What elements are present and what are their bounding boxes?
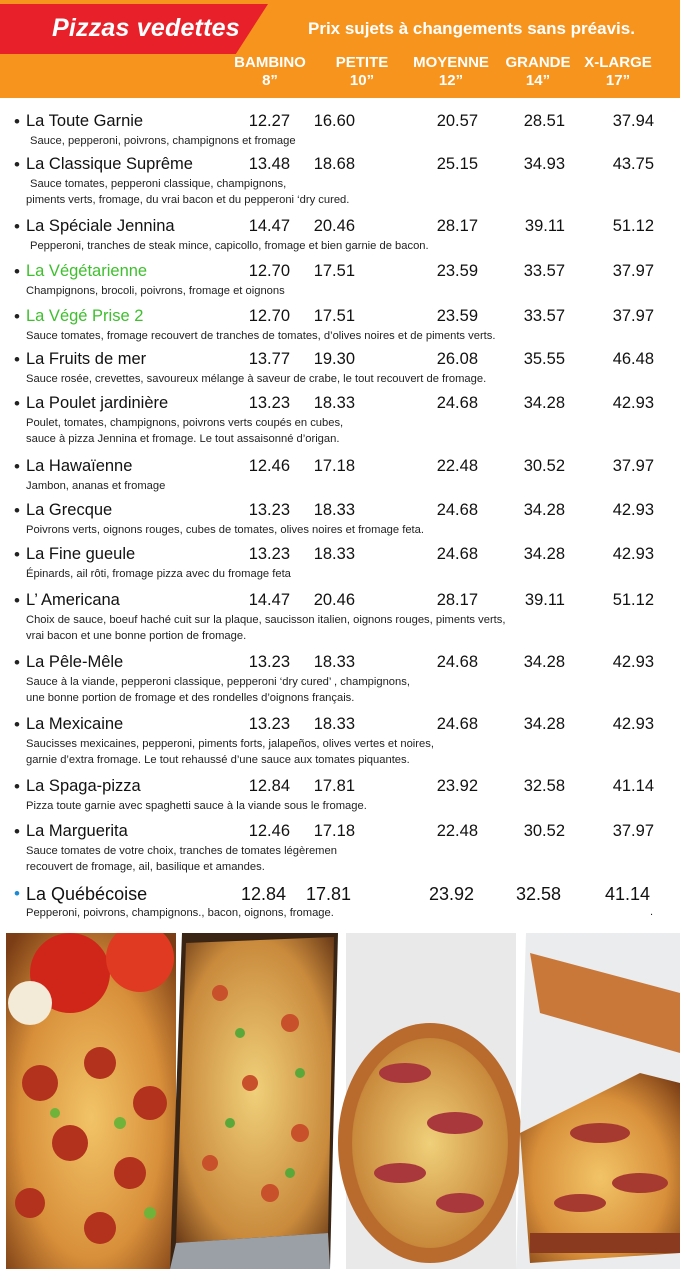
item-description: Sauce à la viande, pepperoni classique, pepperoni ‘dry cured’ , champignons, [26, 676, 410, 688]
item-name: La Spéciale Jennina [26, 217, 175, 235]
menu-item-row [14, 394, 680, 416]
item-price: 17.51 [313, 307, 355, 325]
column-header-grande: GRANDE 14” [505, 54, 571, 89]
item-description: sauce à pizza Jennina et fromage. Le tout assaisonné d’origan. [26, 432, 340, 445]
item-price: 25.15 [436, 155, 478, 173]
bullet-icon: • [14, 591, 20, 610]
item-name: La Spaga-pizza [26, 777, 141, 795]
item-price: 41.14 [604, 884, 650, 904]
item-price: 12.27 [248, 112, 290, 130]
item-price: 18.33 [313, 715, 355, 733]
bullet-icon: • [14, 394, 20, 413]
item-price: 33.57 [523, 307, 565, 325]
item-name: La Québécoise [26, 884, 148, 904]
item-description: Poulet, tomates, champignons, poivrons verts coupés en cubes, [26, 417, 344, 429]
pizza-photo-1 [6, 933, 176, 1269]
item-description: Champignons, brocoli, poivrons, fromage et oignons [26, 285, 285, 297]
pizza-photo-3 [338, 933, 522, 1269]
column-header-xlarge: X-LARGE 17” [584, 54, 652, 89]
item-price: 37.97 [612, 262, 654, 280]
item-price: 26.08 [436, 350, 478, 368]
item-name: La Classique Suprême [26, 155, 193, 173]
item-price: 14.47 [248, 217, 290, 235]
menu-item-row [14, 262, 680, 284]
item-name: La Poulet jardinière [26, 394, 169, 412]
trailing-mark: . [650, 906, 654, 918]
item-price: 12.84 [240, 884, 286, 904]
item-price: 39.11 [524, 217, 565, 235]
item-price: 20.57 [436, 112, 478, 130]
item-description: vrai bacon et une bonne portion de fromage. [26, 629, 247, 642]
item-description: Sauce, pepperoni, poivrons, champignons et fromage [30, 135, 296, 147]
item-description: Saucisses mexicaines, pepperoni, piments forts, jalapeños, olives vertes et noires, [26, 738, 434, 750]
item-price: 18.33 [313, 501, 355, 519]
item-price: 17.18 [313, 457, 355, 475]
item-name: La Marguerita [26, 822, 128, 840]
item-price: 51.12 [612, 591, 654, 609]
item-price: 28.17 [436, 217, 478, 235]
item-price: 28.17 [436, 591, 478, 609]
menu-item-row [14, 822, 680, 844]
item-price: 18.33 [313, 545, 355, 563]
item-price: 18.68 [313, 155, 355, 173]
item-name: La Toute Garnie [26, 112, 144, 130]
item-price: 22.48 [436, 457, 478, 475]
item-description: Sauce tomates de votre choix, tranches de tomates légèremen [26, 845, 337, 857]
menu-item-row [14, 457, 680, 479]
item-description: piments verts, fromage, du vrai bacon et du pepperoni ‘dry cured. [26, 193, 350, 206]
pizza-photo-2 [170, 933, 338, 1269]
item-description: une bonne portion de fromage et des rondelles d’oignons français. [26, 691, 355, 704]
item-price: 12.70 [248, 262, 290, 280]
item-price: 12.84 [248, 777, 290, 795]
item-price: 42.93 [612, 653, 654, 671]
item-price: 35.55 [523, 350, 565, 368]
item-name: La Végé Prise 2 [26, 307, 144, 325]
item-price: 41.14 [612, 777, 654, 795]
bullet-icon: • [14, 350, 20, 369]
item-price: 13.77 [248, 350, 290, 368]
column-header-moyenne: MOYENNE 12” [413, 54, 489, 89]
bullet-icon: • [14, 217, 20, 236]
item-description: recouvert de fromage, ail, basilique et amandes. [26, 860, 265, 873]
item-price: 42.93 [612, 715, 654, 733]
item-price: 13.23 [248, 501, 290, 519]
bullet-icon: • [14, 715, 20, 734]
item-name: La Fine gueule [26, 545, 136, 563]
item-price: 23.59 [436, 262, 478, 280]
item-price: 37.97 [612, 822, 654, 840]
item-name: La Mexicaine [26, 715, 124, 733]
bullet-icon: • [14, 501, 20, 520]
bullet-icon: • [14, 112, 20, 131]
item-description: Pepperoni, tranches de steak mince, capicollo, fromage et bien garnie de bacon. [30, 240, 429, 252]
item-name: L’ Americana [26, 591, 120, 609]
item-price: 32.58 [515, 884, 561, 904]
item-price: 12.70 [248, 307, 290, 325]
page-title: Pizzas vedettes [52, 14, 240, 42]
item-price: 23.59 [436, 307, 478, 325]
item-price: 51.12 [612, 217, 654, 235]
item-price: 32.58 [523, 777, 565, 795]
item-price: 12.46 [248, 457, 290, 475]
item-price: 28.51 [523, 112, 565, 130]
item-name: La Végétarienne [26, 262, 148, 280]
item-price: 16.60 [313, 112, 355, 130]
item-price: 42.93 [612, 545, 654, 563]
menu-item-row [14, 777, 680, 799]
item-description: Sauce tomates, fromage recouvert de tranches de tomates, d’olives noires et de piments verts. [26, 330, 496, 342]
item-price: 19.30 [313, 350, 355, 368]
item-price: 34.28 [523, 545, 565, 563]
item-name: La Hawaïenne [26, 457, 133, 475]
menu-item-row [14, 501, 680, 523]
item-description: Pepperoni, poivrons, champignons., bacon, oignons, fromage. [26, 907, 334, 919]
item-price: 14.47 [248, 591, 290, 609]
item-price: 34.93 [523, 155, 565, 173]
menu-item-row [14, 545, 680, 567]
bullet-icon: • [14, 653, 20, 672]
menu-item-row [14, 350, 680, 372]
item-price: 17.81 [313, 777, 355, 795]
item-price: 18.33 [313, 394, 355, 412]
item-price: 34.28 [523, 501, 565, 519]
menu-item-row [14, 307, 680, 329]
menu-item-row [14, 653, 680, 675]
bullet-icon: • [14, 545, 20, 564]
item-price: 33.57 [523, 262, 565, 280]
item-price: 37.94 [612, 112, 654, 130]
item-price: 43.75 [612, 155, 654, 173]
item-description: Sauce tomates, pepperoni classique, champignons, [30, 178, 287, 190]
item-price: 37.97 [612, 307, 654, 325]
item-price: 22.48 [436, 822, 478, 840]
header-bar [0, 0, 680, 98]
bullet-icon: • [14, 884, 20, 903]
item-price: 24.68 [436, 653, 478, 671]
menu-item-row [14, 884, 680, 906]
item-price: 13.48 [248, 155, 290, 173]
item-description: Poivrons verts, oignons rouges, cubes de tomates, olives noires et fromage feta. [26, 524, 424, 536]
item-description: Épinards, ail rôti, fromage pizza avec du fromage feta [26, 568, 291, 580]
item-price: 46.48 [612, 350, 654, 368]
bullet-icon: • [14, 262, 20, 281]
item-price: 34.28 [523, 394, 565, 412]
item-price: 13.23 [248, 545, 290, 563]
item-price: 37.97 [612, 457, 654, 475]
item-price: 24.68 [436, 545, 478, 563]
item-price: 13.23 [248, 715, 290, 733]
item-price: 20.46 [313, 217, 355, 235]
item-price: 30.52 [523, 822, 565, 840]
item-price: 42.93 [612, 394, 654, 412]
photo-strip [0, 933, 680, 1269]
item-price: 23.92 [436, 777, 478, 795]
item-price: 17.18 [313, 822, 355, 840]
price-notice: Prix sujets à changements sans préavis. [308, 19, 635, 38]
bullet-icon: • [14, 155, 20, 174]
item-price: 24.68 [436, 394, 478, 412]
menu-item-row [14, 591, 680, 613]
item-price: 24.68 [436, 715, 478, 733]
item-price: 12.46 [248, 822, 290, 840]
item-name: La Fruits de mer [26, 350, 147, 368]
menu-item-row [14, 217, 680, 239]
item-price: 18.33 [313, 653, 355, 671]
item-price: 13.23 [248, 653, 290, 671]
item-price: 13.23 [248, 394, 290, 412]
item-name: La Grecque [26, 501, 113, 519]
item-name: La Pêle-Mêle [26, 653, 124, 671]
item-price: 42.93 [612, 501, 654, 519]
item-price: 34.28 [523, 715, 565, 733]
item-price: 34.28 [523, 653, 565, 671]
item-price: 39.11 [524, 591, 565, 609]
item-price: 20.46 [313, 591, 355, 609]
bullet-icon: • [14, 822, 20, 841]
item-price: 17.51 [313, 262, 355, 280]
bullet-icon: • [14, 457, 20, 476]
item-description: Choix de sauce, boeuf haché cuit sur la plaque, saucisson italien, oignons rouges, piments verts, [26, 614, 506, 626]
column-header-bambino: BAMBINO 8” [234, 54, 306, 89]
item-price: 17.81 [305, 884, 351, 904]
bullet-icon: • [14, 777, 20, 796]
item-description: Jambon, ananas et fromage [26, 480, 166, 492]
item-description: garnie d’extra fromage. Le tout rehaussé d’une sauce aux tomates piquantes. [26, 753, 410, 766]
menu-item-row [14, 112, 680, 134]
menu-item-row [14, 715, 680, 737]
item-description: Sauce rosée, crevettes, savoureux mélange à saveur de crabe, le tout recouvert de fromage. [26, 373, 487, 385]
pizza-photos [0, 933, 680, 1269]
item-price: 23.92 [428, 884, 474, 904]
item-description: Pizza toute garnie avec spaghetti sauce à la viande sous le fromage. [26, 800, 367, 812]
bullet-icon: • [14, 307, 20, 326]
column-header-petite: PETITE 10” [335, 54, 389, 89]
pizza-photo-4 [516, 933, 680, 1269]
menu-item-row [14, 155, 680, 177]
item-price: 30.52 [523, 457, 565, 475]
item-price: 24.68 [436, 501, 478, 519]
